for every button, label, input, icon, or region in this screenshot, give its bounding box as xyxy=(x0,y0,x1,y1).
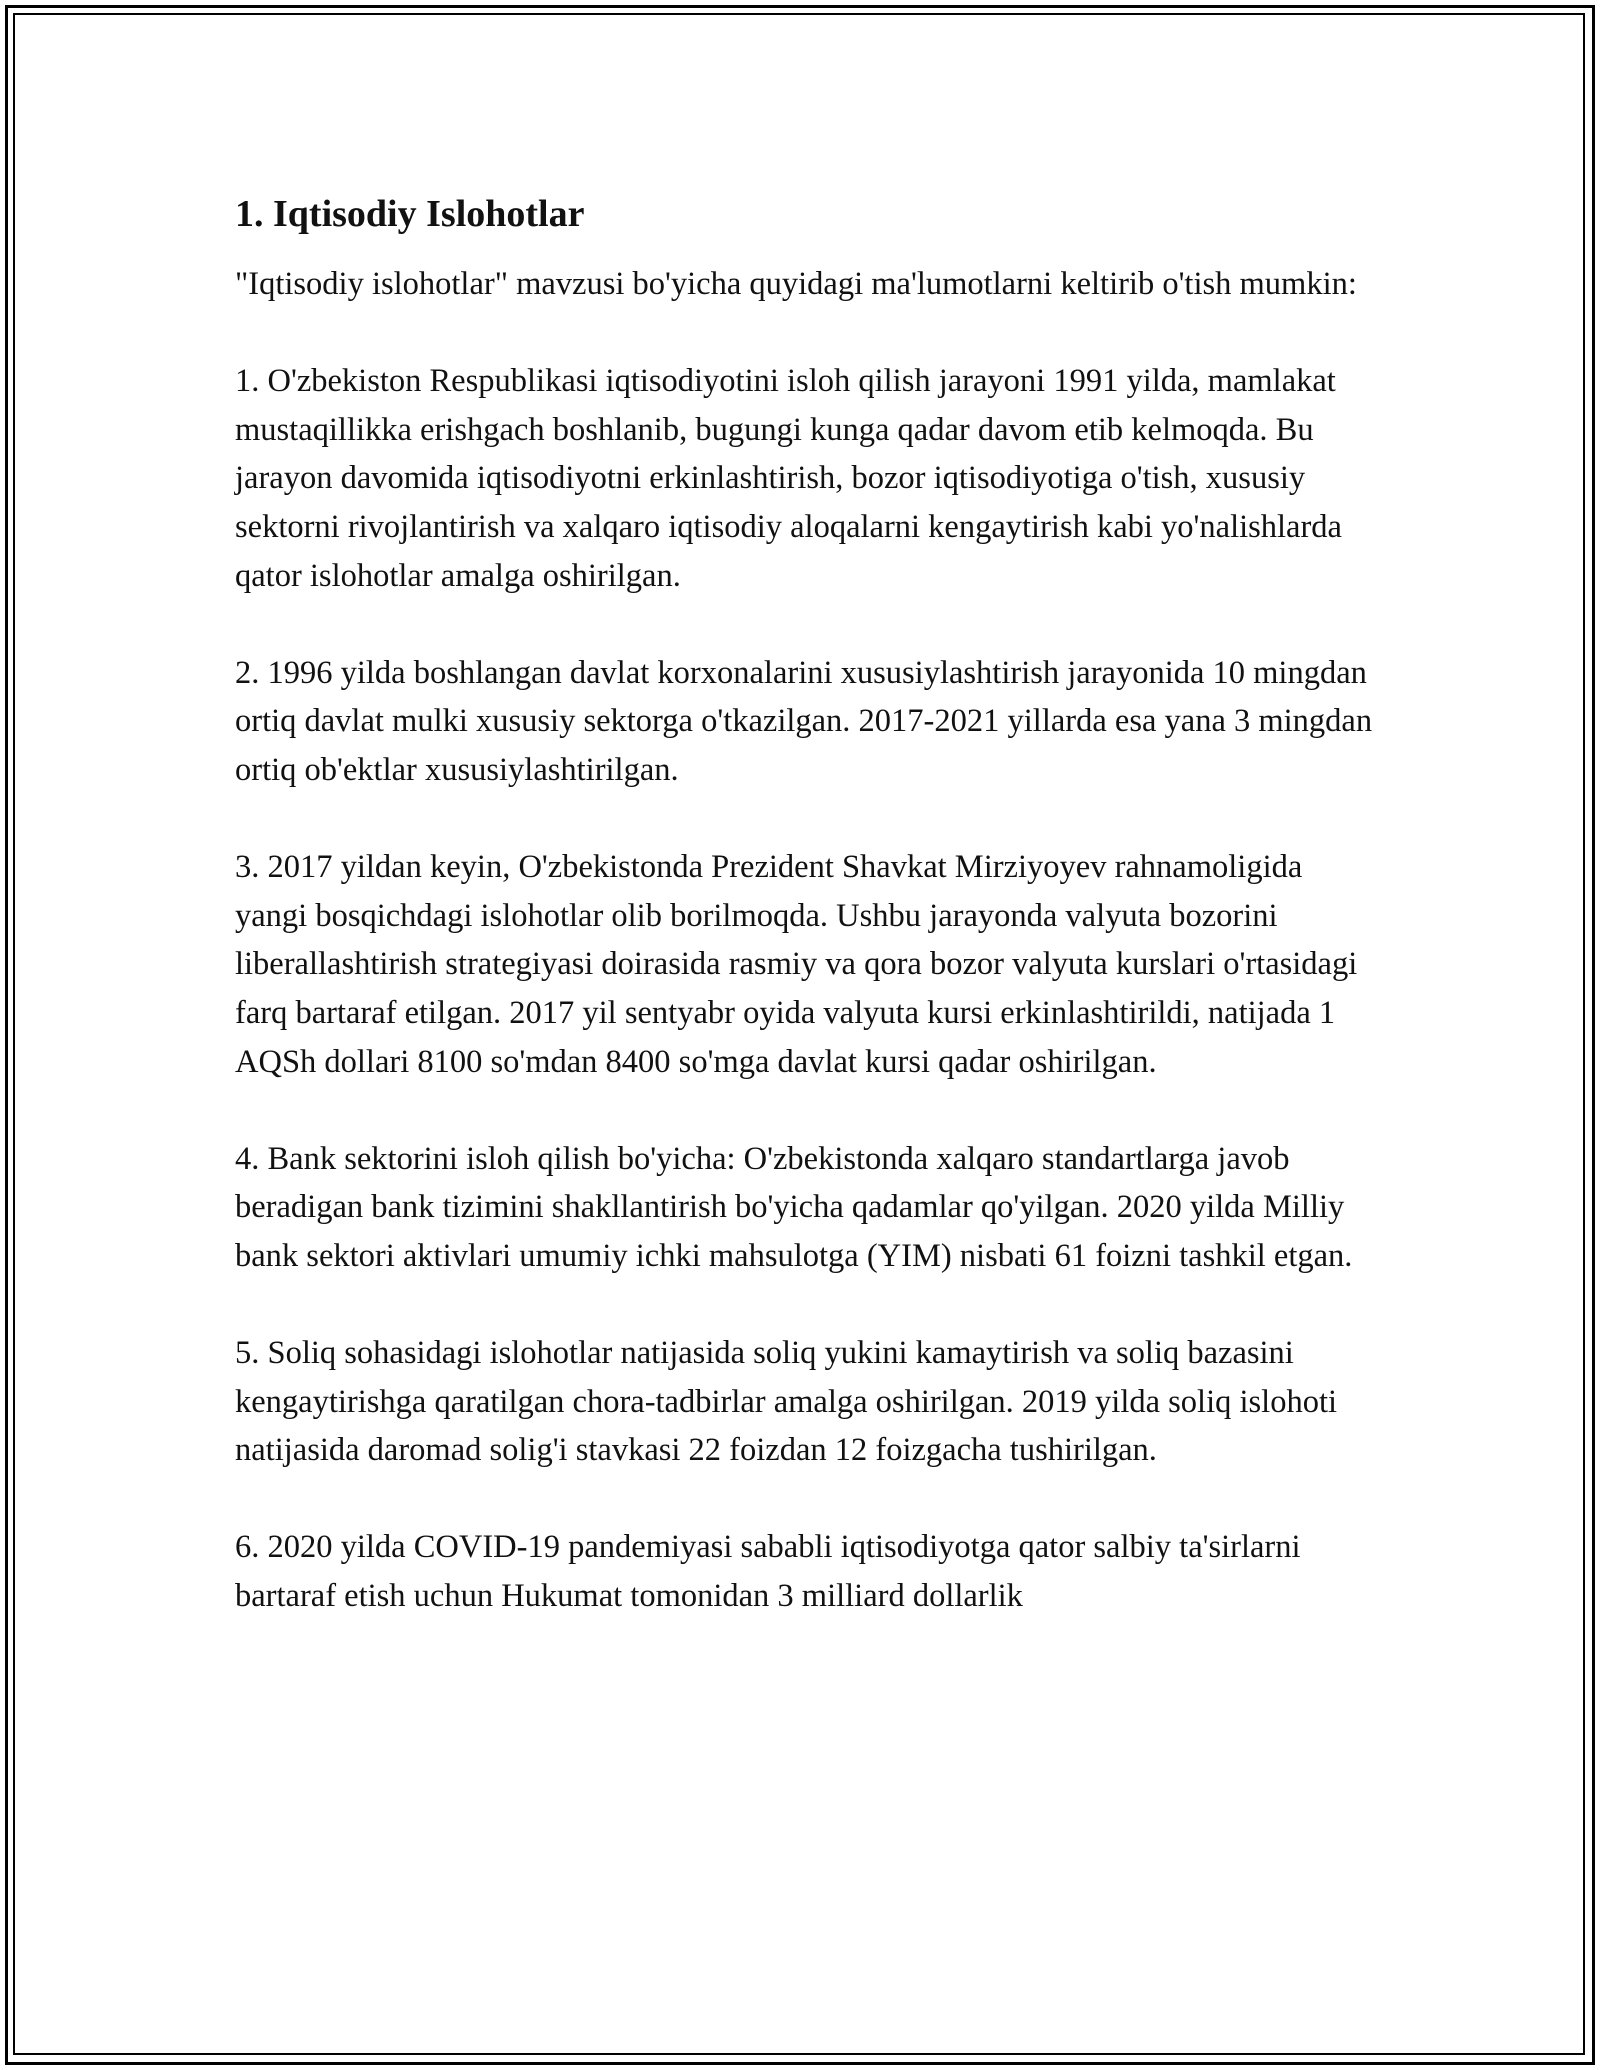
paragraph-2: 2. 1996 yilda boshlangan davlat korxonalarini xususiylashtirish jarayonida 10 mingdan ortiq davlat mulki xususiy sektorga o'tkazilgan. 2017-2021 yillarda esa yana 3 mingdan ortiq ob'ektlar xususiylashtirilgan. xyxy=(235,654,1373,788)
paragraph-3: 3. 2017 yildan keyin, O'zbekistonda Prezident Shavkat Mirziyoyev rahnamoligida yangi bosqichdagi islohotlar olib borilmoqda. Ushbu jarayonda valyuta bozorini liberallashtirish strategiyasi doirasida rasmiy va qora bozor valyuta kurslari o'rtasidagi farq bartaraf etilgan. 2017 yil sentyabr oyida valyuta kursi erkinlashtirildi, natijada 1 AQSh dollari 8100 so'mdan 8400 so'mga davlat kursi qadar oshirilgan. xyxy=(235,849,1358,1080)
document-body xyxy=(235,188,1375,1669)
paragraph-1: 1. O'zbekiston Respublikasi iqtisodiyotini isloh qilish jarayoni 1991 yilda, mamlakat mustaqillikka erishgach boshlanib, bugungi kunga qadar davom etib kelmoqda. Bu jarayon davomida iqtisodiyotni erkinlashtirish, bozor iqtisodiyotiga o'tish, xususiy sektorni rivojlantirish va xalqaro iqtisodiy aloqalarni kengaytirish kabi yo'nalishlarda qator islohotlar amalga oshirilgan. xyxy=(235,363,1342,594)
paragraph-5: 5. Soliq sohasidagi islohotlar natijasida soliq yukini kamaytirish va soliq bazasini kengaytirishga qaratilgan chora-tadbirlar amalga oshirilgan. 2019 yilda soliq islohoti natijasida daromad solig'i stavkasi 22 foizdan 12 foizgacha tushirilgan. xyxy=(235,1335,1338,1469)
document-title: 1. Iqtisodiy Islohotlar xyxy=(235,193,585,235)
paragraph-4: 4. Bank sektorini isloh qilish bo'yicha: O'zbekistonda xalqaro standartlarga javob beradigan bank tizimini shakllantirish bo'yicha qadamlar qo'yilgan. 2020 yilda Milliy bank sektori aktivlari umumiy ichki mahsulotga (YIM) nisbati 61 foizni tashkil etgan. xyxy=(235,1140,1353,1274)
intro-paragraph: "Iqtisodiy islohotlar" mavzusi bo'yicha quyidagi ma'lumotlarni keltirib o'tish mumkin: xyxy=(235,266,1357,302)
paragraph-6: 6. 2020 yilda COVID-19 pandemiyasi sababli iqtisodiyotga qator salbiy ta'sirlarni bartaraf etish uchun Hukumat tomonidan 3 milliard dollarlik xyxy=(235,1529,1301,1615)
